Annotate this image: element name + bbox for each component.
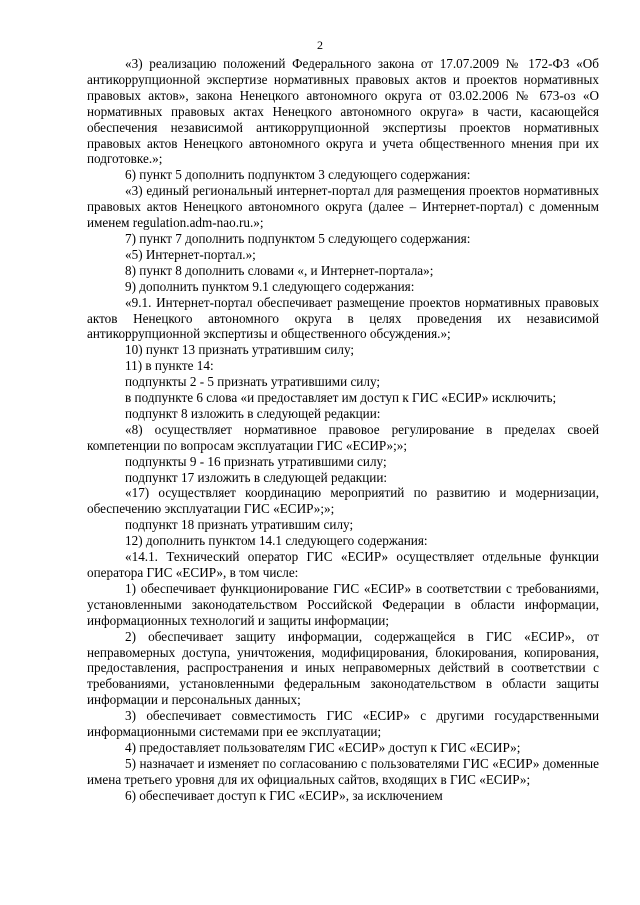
paragraph: подпункты 9 - 16 признать утратившими силу; — [125, 453, 387, 469]
paragraph: «17) осуществляет координацию мероприятий по развитию и модернизации, обеспечению эксплуатации ГИС «ЕСИР»;»; — [87, 485, 599, 517]
paragraph: подпункт 17 изложить в следующей редакции: — [125, 469, 388, 485]
paragraph: 3) обеспечивает совместимость ГИС «ЕСИР» с другими государственными информационными системами при ее эксплуатации; — [87, 708, 599, 740]
page-number: 2 — [317, 38, 323, 52]
paragraph: «3) реализацию положений Федерального закона от 17.07.2009 № 172-ФЗ «Об антикоррупционной экспертизе нормативных правовых актов и проектов нормативных правовых актов», закона Ненецкого автономного округа от 03.02.2006 № 673-оз «О нормативных правовых актах Ненецкого автономного округа» в части, касающейся обеспечения независимой антикоррупционной экспертизы проектов нормативных правовых актов Ненецкого автономного округа и учета общественного мнения при их подготовке.»; — [87, 56, 599, 167]
paragraph: 5) назначает и изменяет по согласованию с пользователями ГИС «ЕСИР» доменные имена третьего уровня для их официальных сайтов, входящих в ГИС «ЕСИР»; — [87, 755, 599, 787]
paragraph: «8) осуществляет нормативное правовое регулирование в пределах своей компетенции по вопросам эксплуатации ГИС «ЕСИР»;»; — [87, 421, 599, 453]
paragraph: 8) пункт 8 дополнить словами «, и Интернет-портала»; — [125, 262, 434, 278]
paragraph: подпункт 18 признать утратившим силу; — [125, 517, 354, 533]
paragraph: подпункт 8 изложить в следующей редакции: — [125, 405, 381, 421]
document-body — [87, 56, 599, 804]
paragraph: 6) пункт 5 дополнить подпунктом 3 следующего содержания: — [125, 167, 471, 183]
paragraph: 9) дополнить пунктом 9.1 следующего содержания: — [125, 278, 415, 294]
paragraph: 1) обеспечивает функционирование ГИС «ЕСИР» в соответствии с требованиями, установленными законодательством Российской Федерации в области информации, информационных технологий и защиты информации; — [87, 580, 599, 628]
paragraph: 2) обеспечивает защиту информации, содержащейся в ГИС «ЕСИР», от неправомерных доступа, уничтожения, модифицирования, блокирования, копирования, предоставления, распространения и иных неправомерных действий в соответствии с требованиями, установленными федеральным законодательством в области защиты информации и персональных данных; — [87, 628, 599, 708]
paragraph: «9.1. Интернет-портал обеспечивает размещение проектов нормативных правовых актов Ненецкого автономного округа в целях проведения их независимой антикоррупционной экспертизы и общественного обсуждения.»; — [87, 294, 599, 342]
paragraph: «5) Интернет-портал.»; — [125, 246, 256, 262]
paragraph: подпункты 2 - 5 признать утратившими силу; — [125, 374, 381, 390]
paragraph: «3) единый региональный интернет-портал для размещения проектов нормативных правовых актов Ненецкого автономного округа (далее – Интернет-портал) с доменным именем regulation.adm-nao.ru.»; — [87, 183, 599, 231]
paragraph: 11) в пункте 14: — [125, 358, 214, 374]
paragraph: 7) пункт 7 дополнить подпунктом 5 следующего содержания: — [125, 230, 471, 246]
paragraph: 10) пункт 13 признать утратившим силу; — [125, 342, 355, 358]
paragraph: 6) обеспечивает доступ к ГИС «ЕСИР», за исключением — [125, 787, 443, 803]
paragraph: в подпункте 6 слова «и предоставляет им доступ к ГИС «ЕСИР» исключить; — [125, 390, 557, 406]
paragraph: 4) предоставляет пользователям ГИС «ЕСИР» доступ к ГИС «ЕСИР»; — [125, 739, 521, 755]
paragraph: «14.1. Технический оператор ГИС «ЕСИР» осуществляет отдельные функции оператора ГИС «ЕСИР», в том числе: — [87, 549, 599, 580]
paragraph: 12) дополнить пунктом 14.1 следующего содержания: — [125, 533, 428, 549]
